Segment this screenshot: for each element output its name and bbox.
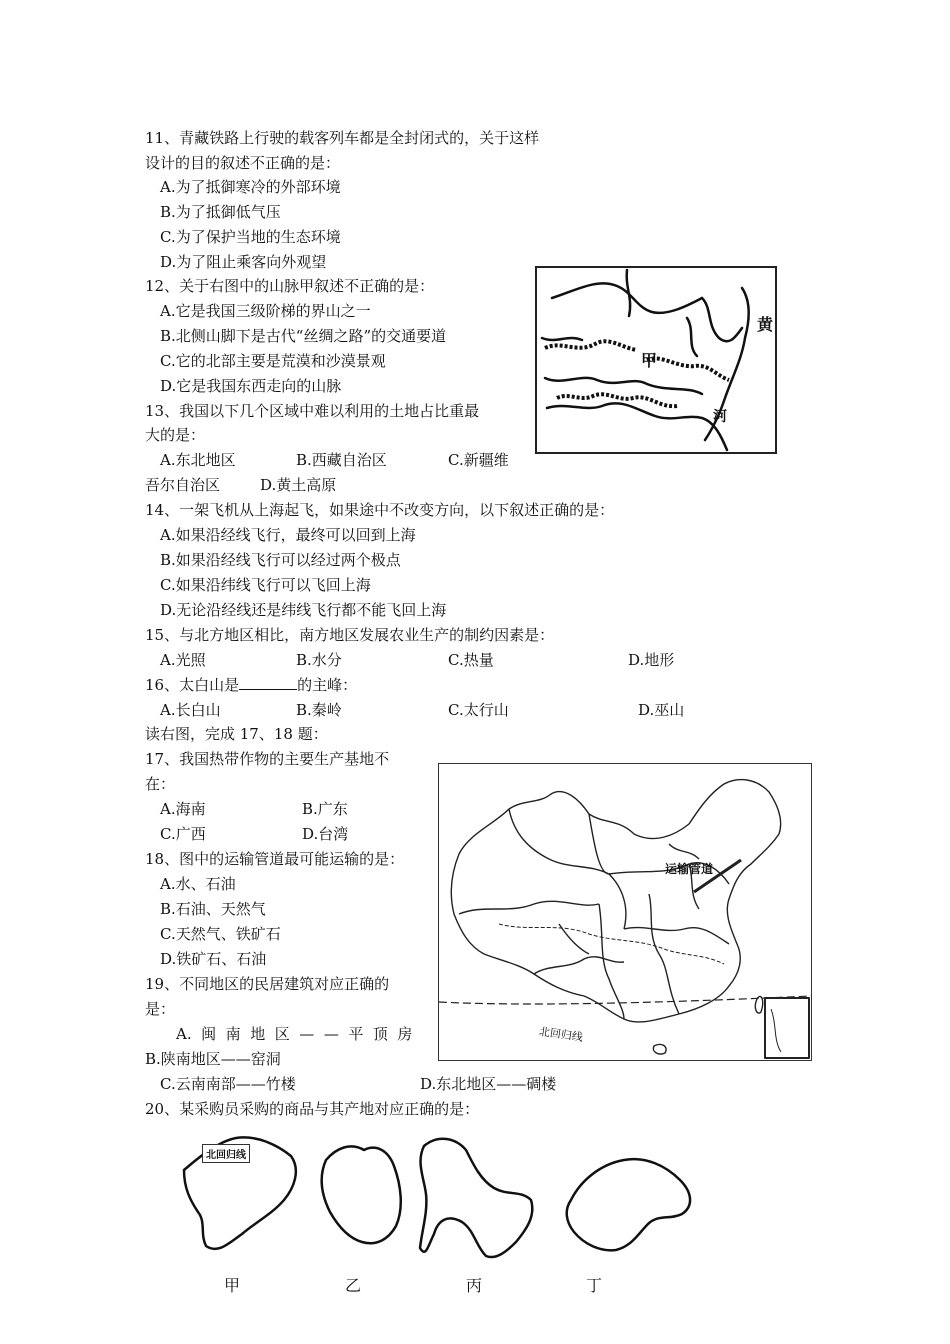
q16-stem-after: 的主峰： [297, 676, 358, 694]
q16-stem-before: 16、太白山是 [145, 676, 240, 694]
q16-answer-blank [239, 675, 297, 690]
q16-option-c: C.太行山 [448, 701, 509, 719]
q18-option-d: D.铁矿石、石油 [160, 950, 267, 968]
q11-option-c: C.为了保护当地的生态环境 [160, 228, 341, 246]
q17-stem-line1: 17、我国热带作物的主要生产基地不 [145, 750, 390, 768]
q18-option-c: C.天然气、铁矿石 [160, 925, 281, 943]
q20-outlines-drawing [176, 1130, 698, 1270]
read-figure-intro: 读右图，完成 17、18 题： [145, 725, 328, 743]
q20-province-outlines [176, 1130, 698, 1270]
q20-label-ding: 丁 [586, 1276, 603, 1295]
q17-option-c: C.广西 [160, 825, 206, 843]
q13-option-c-part2: 吾尔自治区 [145, 476, 221, 494]
q14-option-b: B.如果沿经线飞行可以经过两个极点 [160, 551, 401, 569]
q11-option-a: A.为了抵御寒冷的外部环境 [160, 178, 341, 196]
map-label-huang: 黄 [757, 315, 774, 334]
map-label-he: 河 [713, 409, 727, 425]
q13-stem-line1: 13、我国以下几个区域中难以利用的土地占比重最 [145, 402, 480, 420]
q14-option-d: D.无论沿经线还是纬线飞行都不能飞回上海 [160, 601, 447, 619]
china-map-drawing [439, 764, 811, 1060]
q16-option-b: B.秦岭 [296, 701, 342, 719]
q14-option-a: A.如果沿经线飞行，最终可以回到上海 [160, 526, 416, 544]
q12-option-d: D.它是我国东西走向的山脉 [160, 377, 342, 395]
q19-option-a: A. 闽 南 地 区 — — 平 顶 房 [176, 1025, 413, 1043]
q17-option-d: D.台湾 [302, 825, 349, 843]
q20-tropic-tag: 北回归线 [202, 1144, 250, 1163]
tropic-label: 北回归线 [538, 1024, 584, 1044]
q17-option-a: A.海南 [160, 800, 206, 818]
q12-option-c: C.它的北部主要是荒漠和沙漠景观 [160, 352, 386, 370]
q13-stem-line2: 大的是： [145, 426, 206, 444]
map-label-jia: 甲 [641, 351, 658, 370]
q15-option-a: A.光照 [160, 651, 206, 669]
q19-option-d: D.东北地区——碉楼 [420, 1075, 557, 1093]
q15-option-b: B.水分 [296, 651, 342, 669]
q15-option-d: D.地形 [628, 651, 675, 669]
q13-option-b: B.西藏自治区 [296, 451, 387, 469]
q11-option-d: D.为了阻止乘客向外观望 [160, 253, 327, 271]
q20-stem: 20、某采购员采购的商品与其产地对应正确的是： [145, 1100, 480, 1118]
q17-option-b: B.广东 [302, 800, 348, 818]
q12-option-a: A.它是我国三级阶梯的界山之一 [160, 302, 371, 320]
q14-option-c: C.如果沿纬线飞行可以飞回上海 [160, 576, 371, 594]
q12-stem: 12、关于右图中的山脉甲叙述不正确的是： [145, 277, 435, 295]
q12-option-b: B.北侧山脚下是古代“丝绸之路”的交通要道 [160, 327, 447, 345]
q16-option-d: D.巫山 [638, 701, 685, 719]
q11-option-b: B.为了抵御低气压 [160, 203, 281, 221]
q19-option-c: C.云南南部——竹楼 [160, 1075, 296, 1093]
q15-option-c: C.热量 [448, 651, 494, 669]
china-map [438, 763, 812, 1061]
q16-stem [145, 675, 357, 695]
q11-stem-line2: 设计的目的叙述不正确的是： [145, 154, 341, 172]
q19-option-b: B.陕南地区——窑洞 [145, 1050, 281, 1068]
q18-option-b: B.石油、天然气 [160, 900, 266, 918]
q19-stem-line1: 19、不同地区的民居建筑对应正确的 [145, 975, 390, 993]
q12-mountain-map [535, 266, 777, 454]
q20-label-bing: 丙 [466, 1276, 483, 1295]
pipeline-label: 运输管道 [665, 862, 714, 876]
q20-label-jia: 甲 [224, 1276, 241, 1295]
q17-stem-line2: 在： [145, 775, 176, 793]
q20-label-yi: 乙 [345, 1276, 362, 1295]
q14-stem: 14、一架飞机从上海起飞，如果途中不改变方向，以下叙述正确的是： [145, 501, 615, 519]
q18-option-a: A.水、石油 [160, 875, 236, 893]
q15-stem: 15、与北方地区相比，南方地区发展农业生产的制约因素是： [145, 626, 555, 644]
q13-option-a: A.东北地区 [160, 451, 236, 469]
q13-option-c-part1: C.新疆维 [448, 451, 509, 469]
q16-option-a: A.长白山 [160, 701, 221, 719]
q13-option-d: D.黄土高原 [260, 476, 337, 494]
q18-stem: 18、图中的运输管道最可能运输的是： [145, 850, 405, 868]
q11-stem-line1: 11、青藏铁路上行驶的载客列车都是全封闭式的，关于这样 [145, 129, 540, 147]
q19-stem-line2: 是： [145, 1000, 176, 1018]
